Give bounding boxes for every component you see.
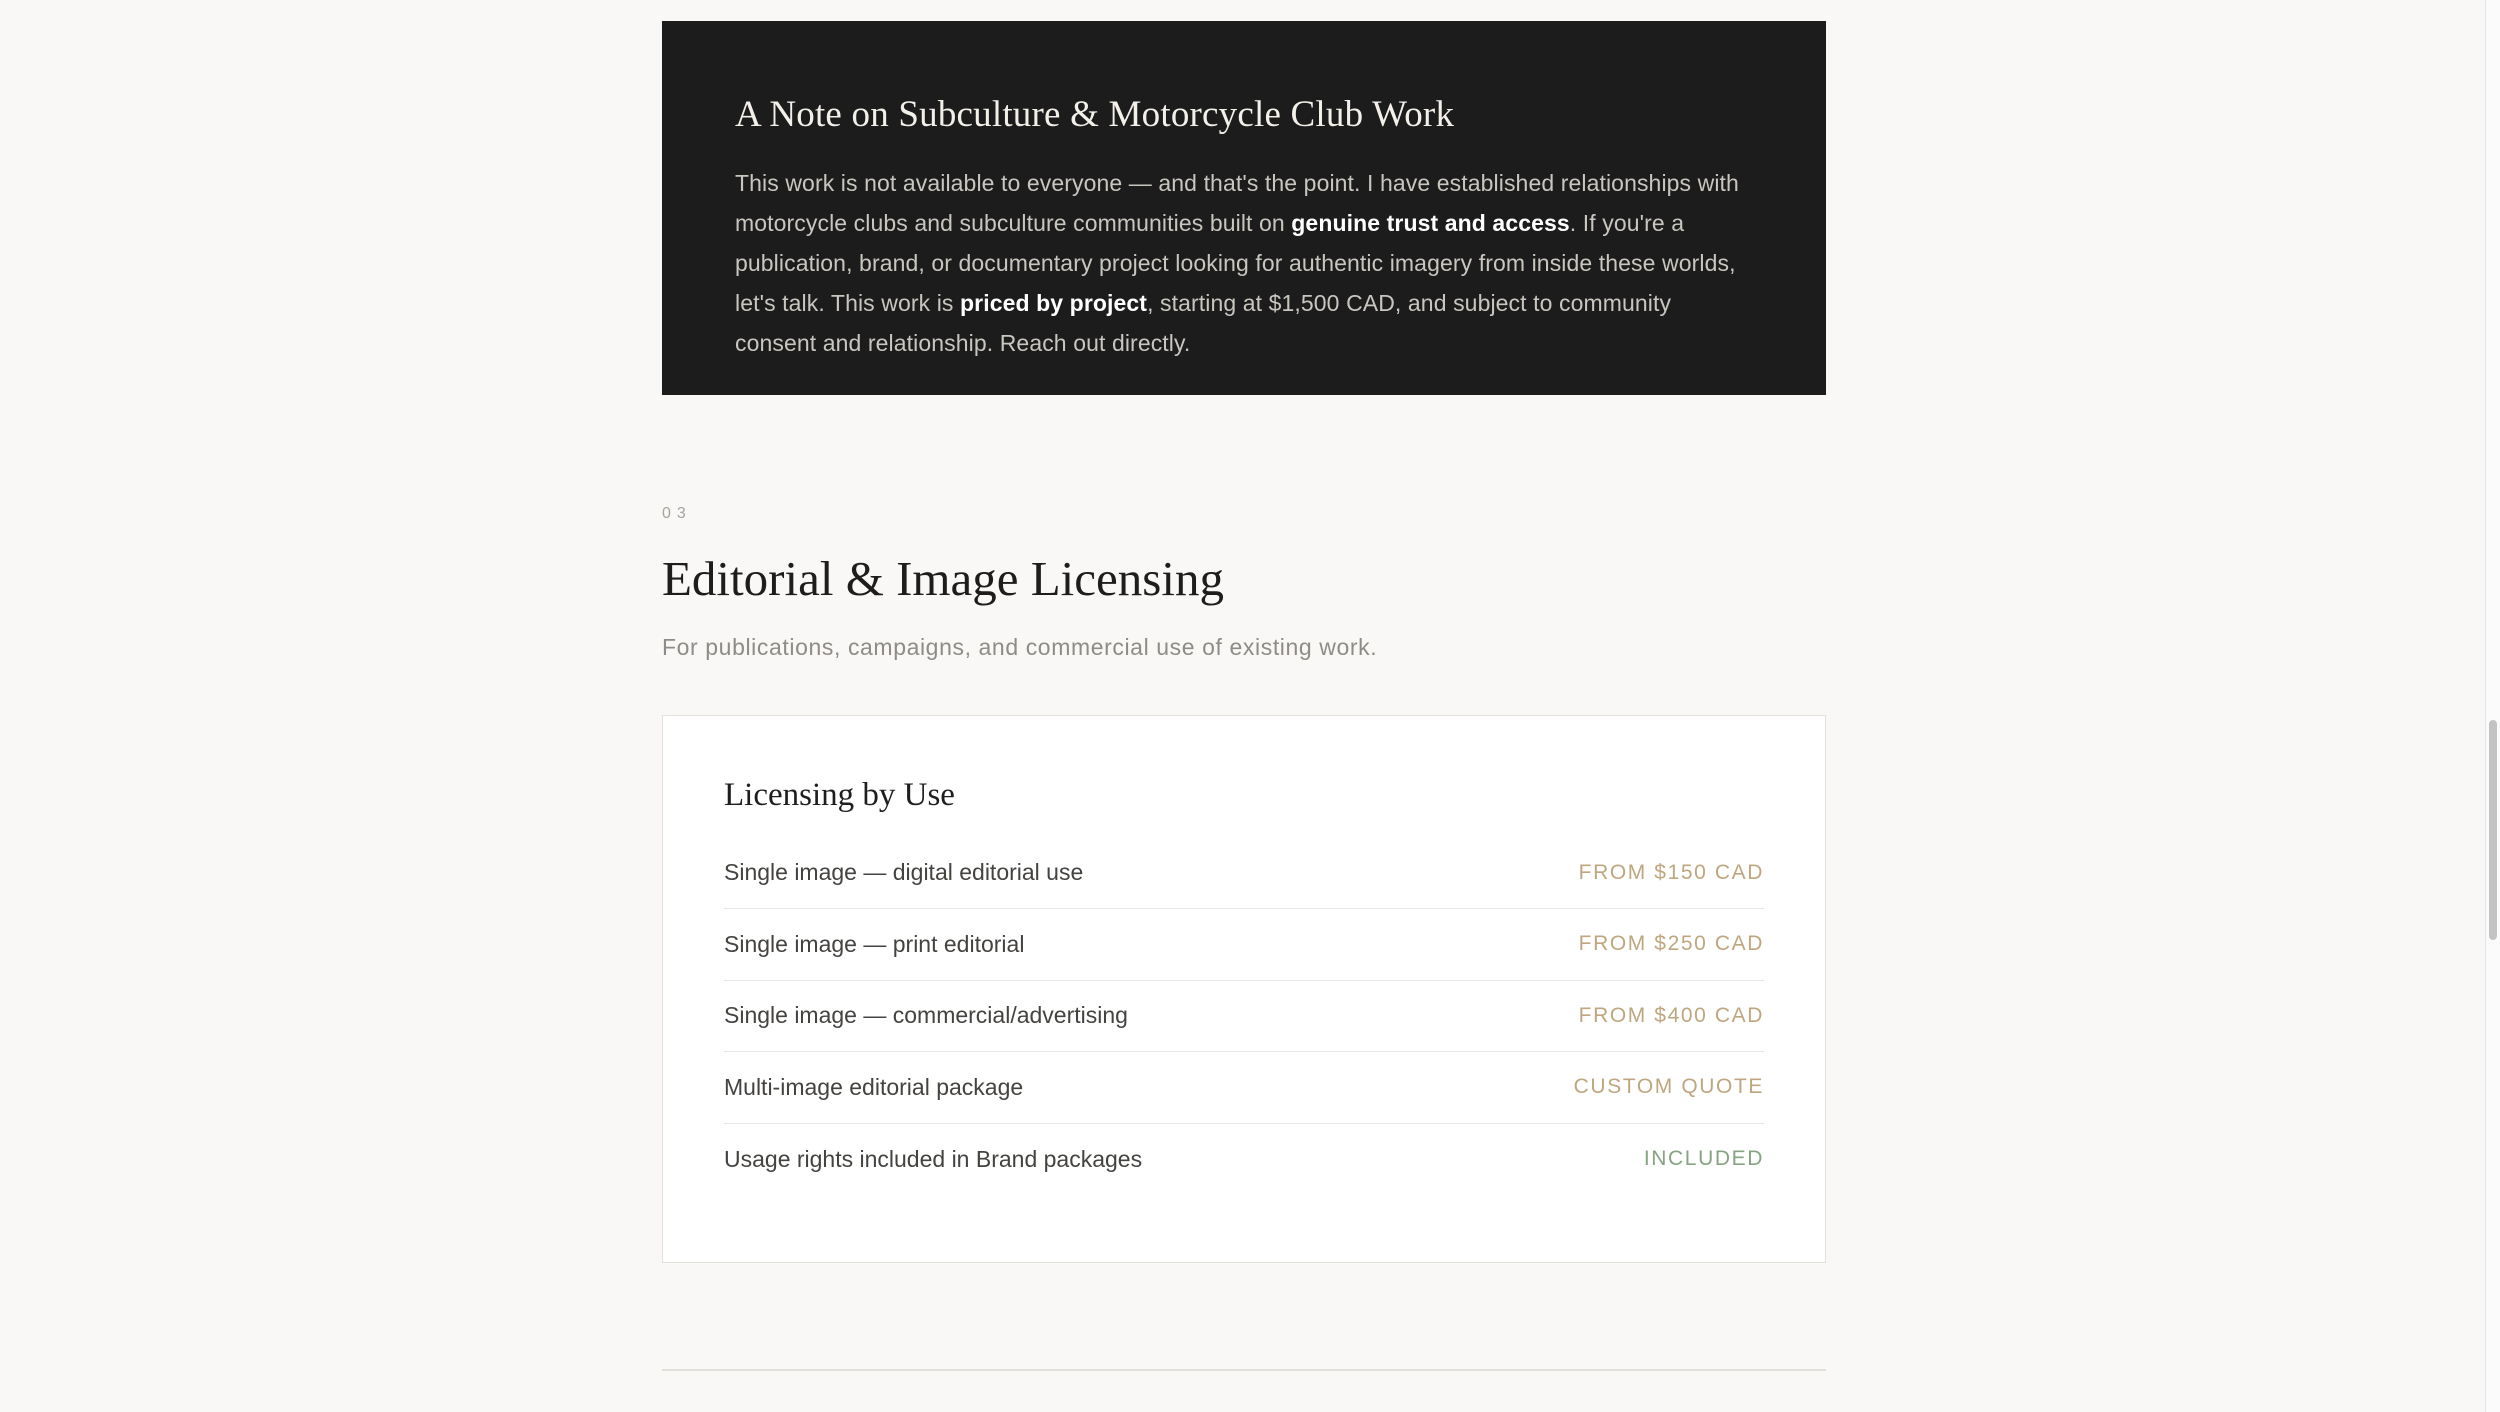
note-body-text-2: . If you're a publication, brand, or documentary project looking for authentic imagery from inside these worlds, let's talk. This work is (735, 210, 1736, 317)
note-body (735, 163, 1752, 363)
note-body-emphasis-1: genuine trust and access (1291, 210, 1570, 237)
licensing-row-label: Single image — commercial/advertising (724, 1002, 1128, 1029)
note-title: A Note on Subculture & Motorcycle Club Work (735, 94, 1455, 135)
licensing-list (724, 838, 1764, 1196)
note-body-text-1: This work is not available to everyone — and that's the point. I have established relationships with motorcycle clubs and subculture communities built on (735, 170, 1739, 237)
section-title: Editorial & Image Licensing (662, 551, 1224, 606)
licensing-row-price: FROM $250 CAD (1578, 932, 1764, 956)
licensing-card (662, 715, 1826, 1263)
licensing-row-label: Single image — print editorial (724, 930, 1025, 957)
licensing-row (724, 909, 1764, 981)
licensing-row-label: Single image — digital editorial use (724, 859, 1084, 886)
licensing-row-price: CUSTOM QUOTE (1573, 1075, 1764, 1099)
licensing-row-label: Usage rights included in Brand packages (724, 1145, 1143, 1172)
licensing-row (724, 1052, 1764, 1124)
licensing-row (724, 1124, 1764, 1196)
section-divider (662, 1369, 1826, 1371)
note-body-emphasis-2: priced by project (960, 290, 1148, 317)
vertical-scrollbar[interactable] (2485, 0, 2500, 1412)
subculture-note-box (662, 21, 1826, 395)
licensing-row (724, 838, 1764, 910)
licensing-row-label: Multi-image editorial package (724, 1073, 1024, 1100)
section-subtitle: For publications, campaigns, and commercial use of existing work. (662, 634, 1378, 660)
scrollbar-thumb[interactable] (2489, 720, 2497, 940)
licensing-row-price: FROM $150 CAD (1578, 860, 1764, 884)
licensing-card-title: Licensing by Use (724, 777, 955, 813)
page-content (662, 0, 1826, 1412)
note-body-text-3: , starting at $1,500 CAD, and subject to community consent and relationship. Reach out directly. (735, 290, 1672, 357)
licensing-row (724, 981, 1764, 1053)
section-number: 03 (662, 505, 692, 522)
licensing-row-price-included: INCLUDED (1643, 1147, 1764, 1171)
licensing-row-price: FROM $400 CAD (1578, 1003, 1764, 1027)
